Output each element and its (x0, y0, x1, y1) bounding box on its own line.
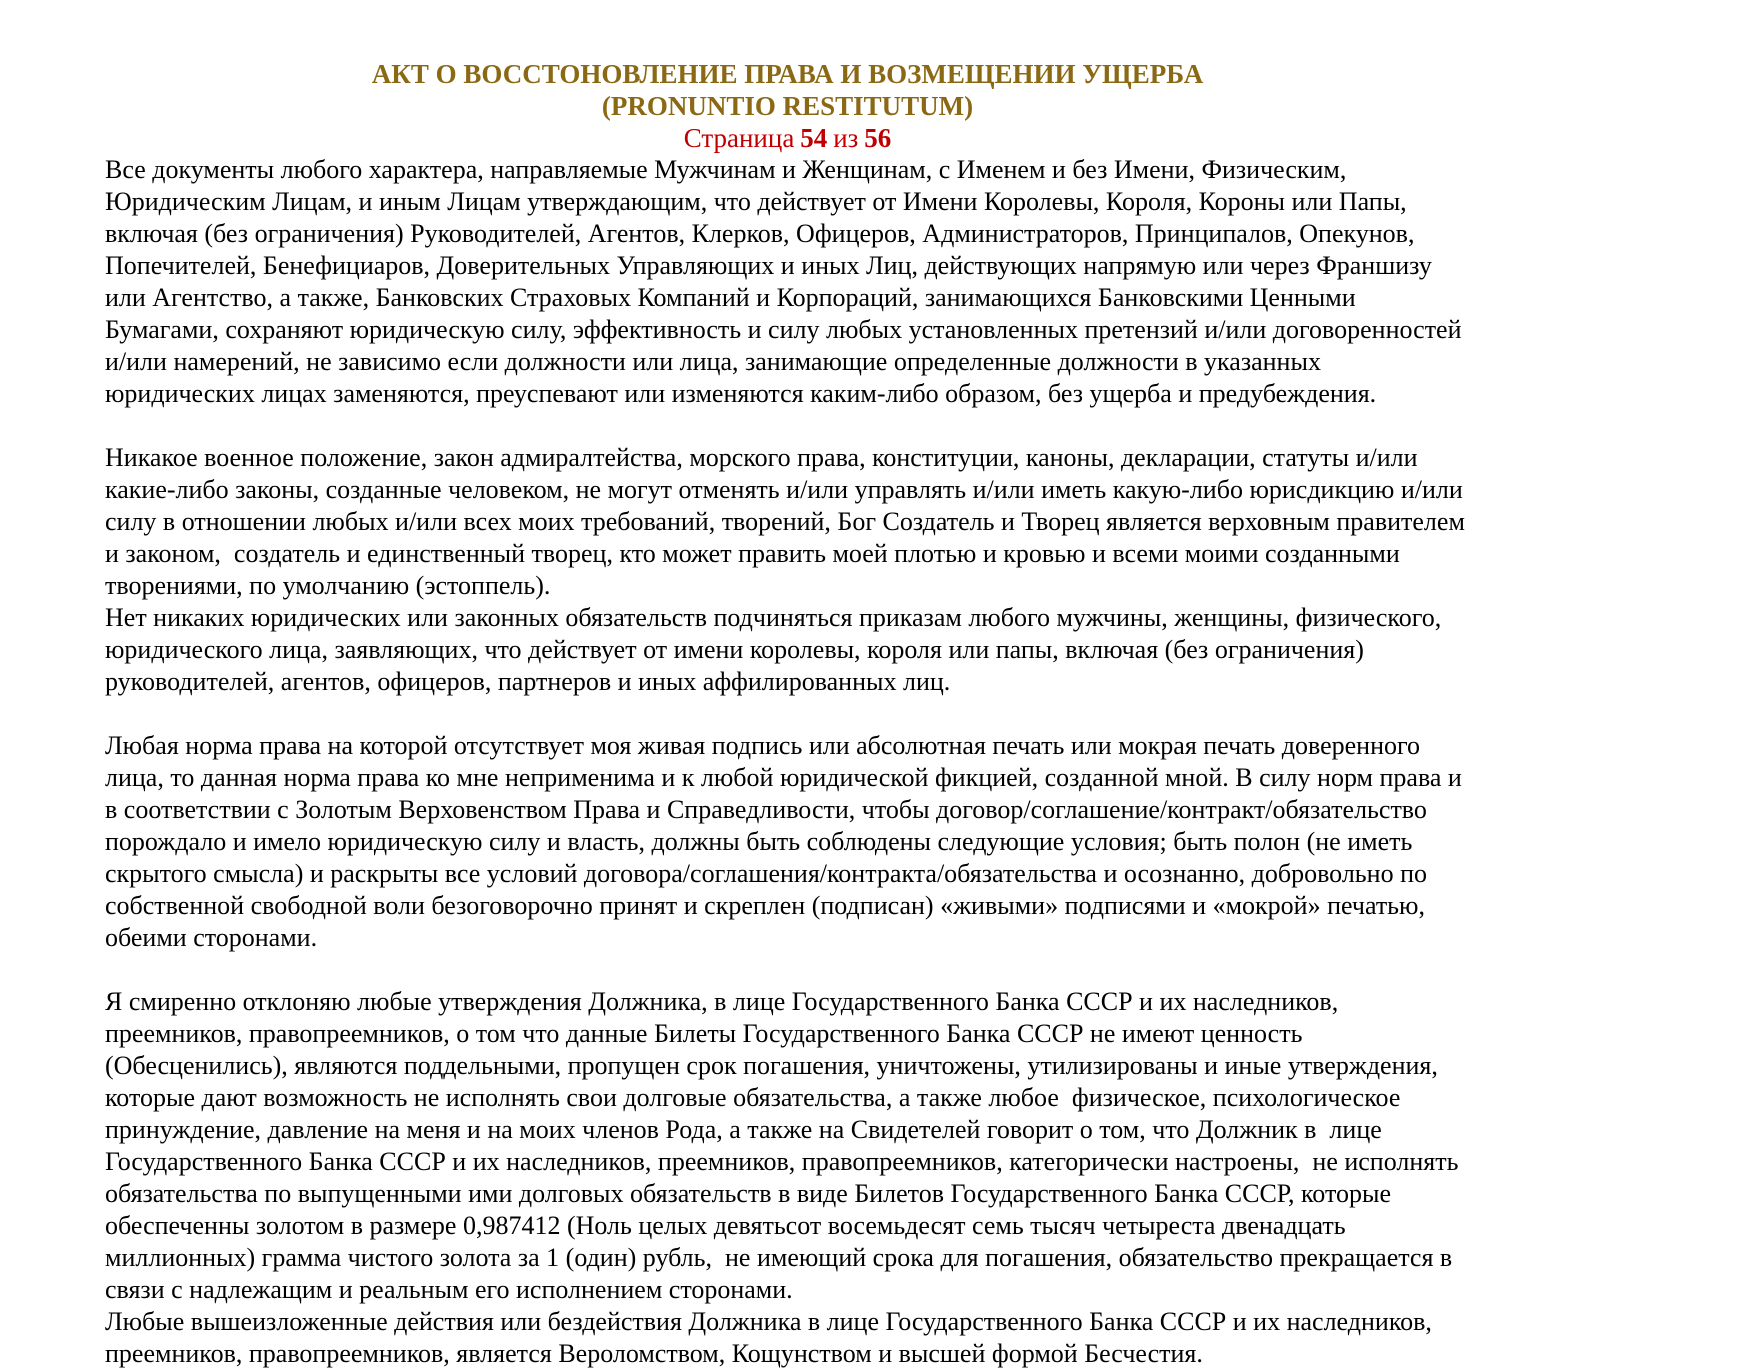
paragraph (105, 730, 1470, 954)
paragraph (105, 986, 1470, 1370)
document-title-line-1: АКТ О ВОССТОНОВЛЕНИЕ ПРАВА И ВОЗМЕЩЕНИИ УЩЕРБА (371, 59, 1204, 89)
page-word: Страница (683, 123, 795, 153)
page-of-word: из (833, 123, 859, 153)
text-block: Любые вышеизложенные действия или бездействия Должника в лице Государственного Банка СССР и их наследников, преемников, правопреемников, является Вероломством, Кощунством и высшей формой Бесчестия. (105, 1307, 1439, 1368)
document-title-line-2: (PRONUNTIO RESTITUTUM) (601, 91, 974, 121)
page-total-number: 56 (864, 123, 892, 153)
document-body (105, 154, 1470, 1370)
text-block: Все документы любого характера, направляемые Мужчинам и Женщинам, с Именем и без Имени, Физическим, Юридическим Лицам, и иным Лицам утверждающим, что действует от Имени Королевы, Короля, Короны или Папы, включая (без ограничения) Руководителей, Агентов, Клерков, Офицеров, Администраторов, Принципалов, Опекунов, Попечителей, Бенефициаров, Доверительных Управляющих и иных Лиц, действующих напрямую или через Франшизу или Агентство, а также, Банковских Страховых Компаний и Корпораций, занимающихся Банковскими Ценными Бумагами, сохраняют юридическую силу, эффективность и силу любых установленных претензий и/или договоренностей и/или намерений, не зависимо если должности или лица, занимающие определенные должности в указанных юридических лицах заменяются, преуспевают или изменяются каким-либо образом, без ущерба и предубеждения. (105, 155, 1469, 408)
text-block: Никакое военное положение, закон адмиралтейства, морского права, конституции, каноны, декларации, статуты и/или какие-либо законы, созданные человеком, не могут отменять и/или управлять и/или иметь какую-либо юрисдикцию и/или силу в отношении любых и/или всех моих требований, творений, Бог Создатель и Творец является верховным правителем и законом, создатель и единственный творец, кто может править моей плотью и кровью и всеми моими созданными творениями, по умолчанию (эстоппель). (105, 443, 1472, 600)
text-block: Любая норма права на которой отсутствует моя живая подпись или абсолютная печать или мокрая печать доверенного лица, то данная норма права ко мне неприменима и к любой юридической фикцией, созданной мной. В силу норм права и в соответствии с Золотым Верховенством Права и Справедливости, чтобы договор/соглашение/контракт/обязательство порождало и имело юридическую силу и власть, должны быть соблюдены следующие условия; быть полон (не иметь скрытого смысла) и раскрыты все условий договора/соглашения/контракта/обязательства и осознанно, добровольно по собственной свободной воли безоговорочно принят и скреплен (подписан) «живыми» подписями и «мокрой» печатью, обеими сторонами. (105, 731, 1469, 952)
text-block: Я смиренно отклоняю любые утверждения Должника, в лице Государственного Банка СССР и их наследников, преемников, правопреемников, о том что данные Билеты Государственного Банка СССР не имеют ценность (Обесценились), являются поддельными, пропущен срок погашения, уничтожены, утилизированы и иные утверждения, которые дают возможность не исполнять свои долговые обязательства, а также любое физическое, психологическое принуждение, давление на меня и на моих членов Рода, а также на Свидетелей говорит о том, что Должник в лице Государственного Банка СССР и их наследников, преемников, правопреемников, категорически настроены, не исполнять обязательства по выпущенными ими долговых обязательств в виде Билетов Государственного Банка СССР, которые обеспеченны золотом в размере 0,987412 (Ноль целых девятьсот восемьдесят семь тысяч четыреста двенадцать миллионных) грамма чистого золота за 1 (один) рубль, не имеющий срока для погашения, обязательство прекращается в связи с надлежащим и реальным его исполнением сторонами. (105, 987, 1465, 1304)
paragraph (105, 442, 1470, 698)
paragraph (105, 154, 1470, 410)
document-header (105, 58, 1470, 154)
document-content (105, 58, 1470, 1370)
text-block: Нет никаких юридических или законных обязательств подчиняться приказам любого мужчины, женщины, физического, юридического лица, заявляющих, что действует от имени королевы, короля или папы, включая (без ограничения) руководителей, агентов, офицеров, партнеров и иных аффилированных лиц. (105, 603, 1448, 696)
page-current-number: 54 (800, 123, 828, 153)
page-indicator (105, 122, 1470, 154)
